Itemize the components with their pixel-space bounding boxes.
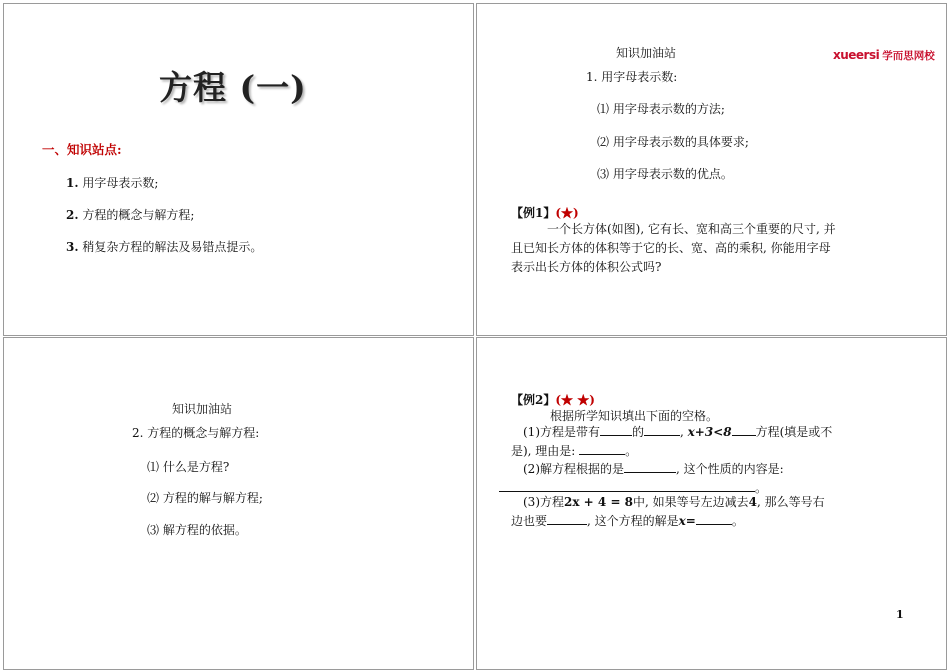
blank <box>696 512 732 525</box>
question-2: (2)解方程根据的是 , 这个性质的内容是: 。 <box>511 460 836 498</box>
list-item: ⑶ 用字母表示数的优点。 <box>597 167 733 181</box>
slide-title: 方程 (一) <box>159 68 307 107</box>
difficulty-stars: (★) <box>555 206 579 220</box>
difficulty-stars: (★ ★) <box>555 393 595 407</box>
list-item: 1. 用字母表示数; <box>66 176 159 190</box>
example-text: 一个长方体(如图), 它有长、宽和高三个重要的尺寸, 并且已知长方体的体积等于它的长、宽、高的乘积, 你能用字母表示出长方体的体积公式吗? <box>511 222 836 274</box>
logo-text: xueersi <box>833 48 880 62</box>
logo-chinese: 学而思网校 <box>882 50 935 62</box>
example-header <box>511 391 595 408</box>
list-item: ⑴ 什么是方程? <box>147 460 230 474</box>
section-heading: 一、知识站点: <box>42 142 122 157</box>
example-header <box>511 204 579 221</box>
subheading: 1. 用字母表示数: <box>586 70 678 84</box>
brand-logo <box>833 44 935 63</box>
example-intro: 根据所学知识填出下面的空格。 <box>550 409 719 423</box>
subheading: 2. 方程的概念与解方程: <box>132 426 260 440</box>
list-item: 3. 稍复杂方程的解法及易错点提示。 <box>66 240 263 254</box>
blank <box>547 512 587 525</box>
question-3: (3)方程2x + 4 = 8中, 如果等号左边减去4, 那么等号右边也要 , 这个方程的解是x= 。 <box>511 495 825 528</box>
blank <box>624 460 676 473</box>
question-1: (1)方程是带有 的 , x+3<8 方程(填是或不是), 理由是: 。 <box>511 425 833 458</box>
blank <box>499 479 755 492</box>
section-heading: 知识加油站 <box>616 46 677 60</box>
list-item: ⑵ 方程的解与解方程; <box>147 491 263 505</box>
section-heading: 知识加油站 <box>172 402 233 416</box>
list-item: ⑶ 解方程的依据。 <box>147 523 247 537</box>
example-label: 【例2】 <box>511 393 556 407</box>
slide-1 <box>3 3 474 336</box>
list-item: ⑴ 用字母表示数的方法; <box>597 102 725 116</box>
page-number: 1 <box>896 608 904 621</box>
slide-2 <box>476 3 947 336</box>
list-item: 2. 方程的概念与解方程; <box>66 208 195 222</box>
slide-4 <box>476 337 947 670</box>
blank <box>600 423 632 436</box>
blank <box>732 423 756 436</box>
blank <box>579 442 625 455</box>
blank <box>644 423 680 436</box>
list-item: ⑵ 用字母表示数的具体要求; <box>597 135 749 149</box>
example-label: 【例1】 <box>511 206 556 220</box>
slide-3 <box>3 337 474 670</box>
